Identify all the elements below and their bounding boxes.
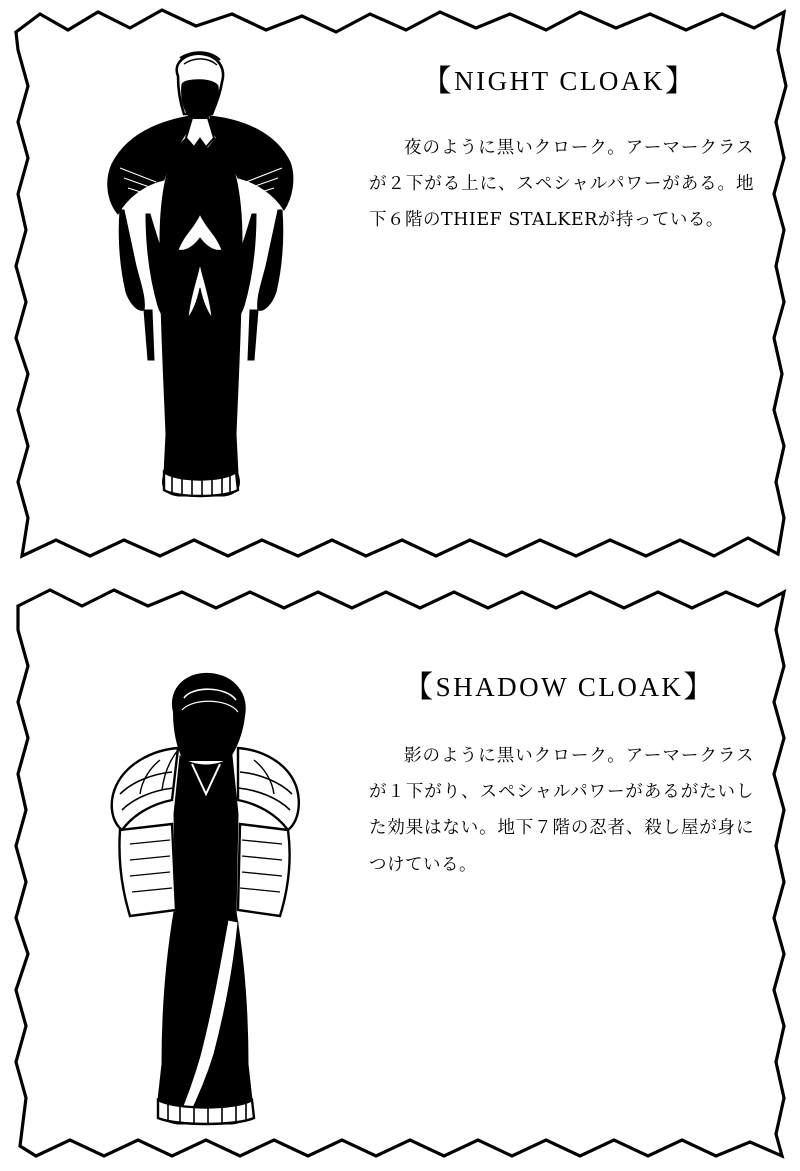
title-label: SHADOW CLOAK — [435, 672, 684, 702]
text-container-night-cloak — [365, 6, 790, 562]
item-description-shadow-cloak: 影のように黒いクローク。アーマークラスが１下がり、スペシャルパワーがあるがたいした効果はない。地下７階の忍者、殺し屋が身につけている。 — [369, 746, 754, 875]
title-label: NIGHT CLOAK — [454, 66, 665, 96]
shadow-cloak-illustration — [60, 664, 340, 1134]
item-description-night-cloak: 夜のように黒いクローク。アーマークラスが２下がる上に、スペシャルパワーがある。地下６階のTHIEF STALKERが持っている。 — [369, 138, 754, 231]
title-bracket-open: 【 — [421, 64, 455, 99]
illustration-container-night-cloak — [10, 6, 365, 562]
title-bracket-close: 】 — [664, 64, 698, 99]
title-bracket-close: 】 — [683, 670, 716, 705]
entry-panel-night-cloak — [10, 6, 790, 562]
illustration-container-shadow-cloak — [10, 584, 365, 1162]
item-title-night-cloak — [365, 56, 754, 100]
item-title-shadow-cloak — [365, 662, 754, 706]
entry-panel-shadow-cloak — [10, 584, 790, 1162]
title-bracket-open: 【 — [403, 670, 436, 705]
night-cloak-illustration — [60, 42, 340, 512]
text-container-shadow-cloak — [365, 584, 790, 1162]
